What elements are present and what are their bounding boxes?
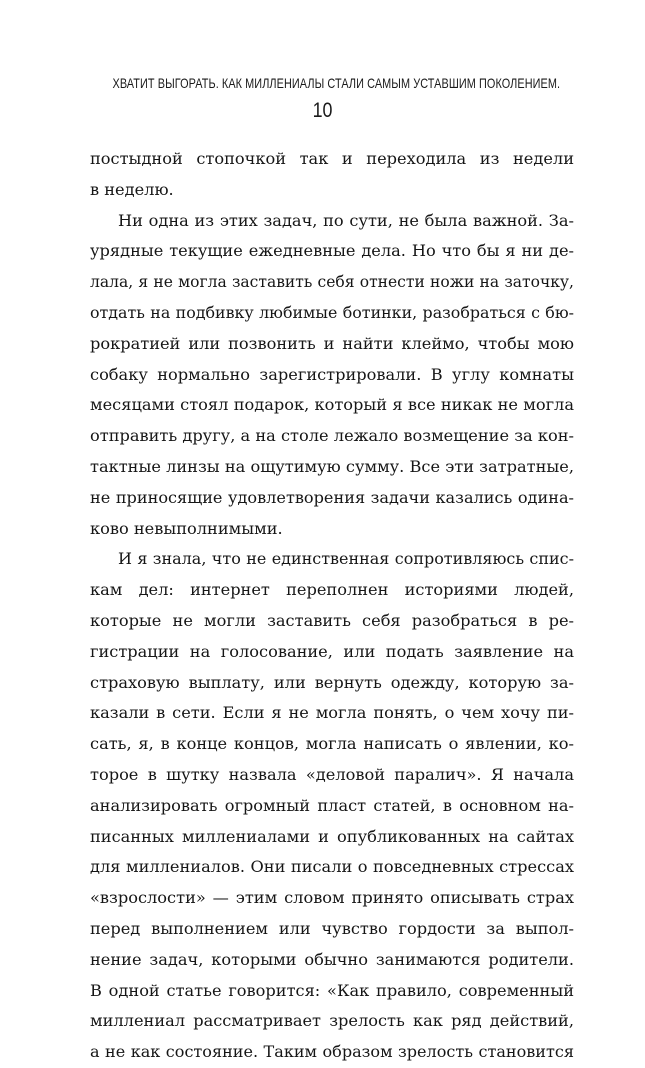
text-line: страховую выплату, или вернуть одежду, которую за-	[90, 672, 574, 692]
text-line: тактные линзы на ощутимую сумму. Все эти затратные,	[90, 456, 574, 476]
paragraph-3	[90, 544, 574, 1068]
running-title: ХВАТИТ ВЫГОРАТЬ. КАК МИЛЛЕНИАЛЫ СТАЛИ САМЫМ УСТАВШИМ ПОКОЛЕНИЕМ.	[112, 76, 561, 91]
text-line: Ни одна из этих задач, по сути, не была важной. За-	[118, 210, 574, 230]
text-line: торое в шутку назвала «деловой паралич». Я начала	[90, 764, 574, 784]
paragraph-1	[90, 144, 574, 206]
text-line: которые не могли заставить себя разобраться в ре-	[90, 610, 574, 630]
text-line: сать, я, в конце концов, могла написать о явлении, ко-	[90, 734, 574, 754]
text-line: собаку нормально зарегистрировали. В углу комнаты	[90, 364, 574, 384]
text-line: «взрослости» — этим словом принято описывать страх	[90, 888, 574, 908]
text-line: не приносящие удовлетворения задачи казались одина-	[90, 487, 574, 507]
text-line: И я знала, что не единственная сопротивляюсь спис-	[118, 549, 574, 569]
text-line: казали в сети. Если я не могла понять, о чем хочу пи-	[90, 703, 574, 723]
text-line: кам дел: интернет переполнен историями людей,	[90, 580, 574, 600]
text-line: постыдной стопочкой так и переходила из недели	[90, 149, 574, 168]
text-line: лала, я не могла заставить себя отнести ножи на заточку,	[90, 273, 574, 292]
text-line: писанных миллениалами и опубликованных на сайтах	[90, 826, 574, 846]
text-line: анализировать огромный пласт статей, в основном на-	[90, 795, 574, 815]
text-line: в неделю.	[90, 179, 174, 199]
text-line: миллениал рассматривает зрелость как ряд действий,	[90, 1011, 574, 1031]
paragraph-2	[90, 206, 574, 545]
body-text	[90, 144, 574, 1068]
text-line: ково невыполнимыми.	[90, 518, 283, 538]
text-line: а не как состояние. Таким образом зрелость становится	[90, 1042, 574, 1062]
text-line: гистрации на голосование, или подать заявление на	[90, 641, 574, 661]
text-line: рократией или позвонить и найти клеймо, чтобы мою	[90, 333, 574, 353]
text-line: для миллениалов. Они писали о повседневных стрессах	[90, 857, 574, 877]
text-line: отправить другу, а на столе лежало возмещение за кон-	[90, 426, 574, 446]
text-line: нение задач, которыми обычно занимаются родители.	[90, 949, 574, 969]
page-number: 10	[312, 99, 333, 122]
text-line: урядные текущие ежедневные дела. Но что бы я ни де-	[90, 241, 574, 261]
text-line: месяцами стоял подарок, который я все никак не могла	[90, 395, 574, 415]
text-line: В одной статье говорится: «Как правило, современный	[90, 980, 574, 1000]
text-line: отдать на подбивку любимые ботинки, разобраться с бю-	[90, 302, 574, 322]
text-line: перед выполнением или чувство гордости за выпол-	[90, 918, 574, 938]
